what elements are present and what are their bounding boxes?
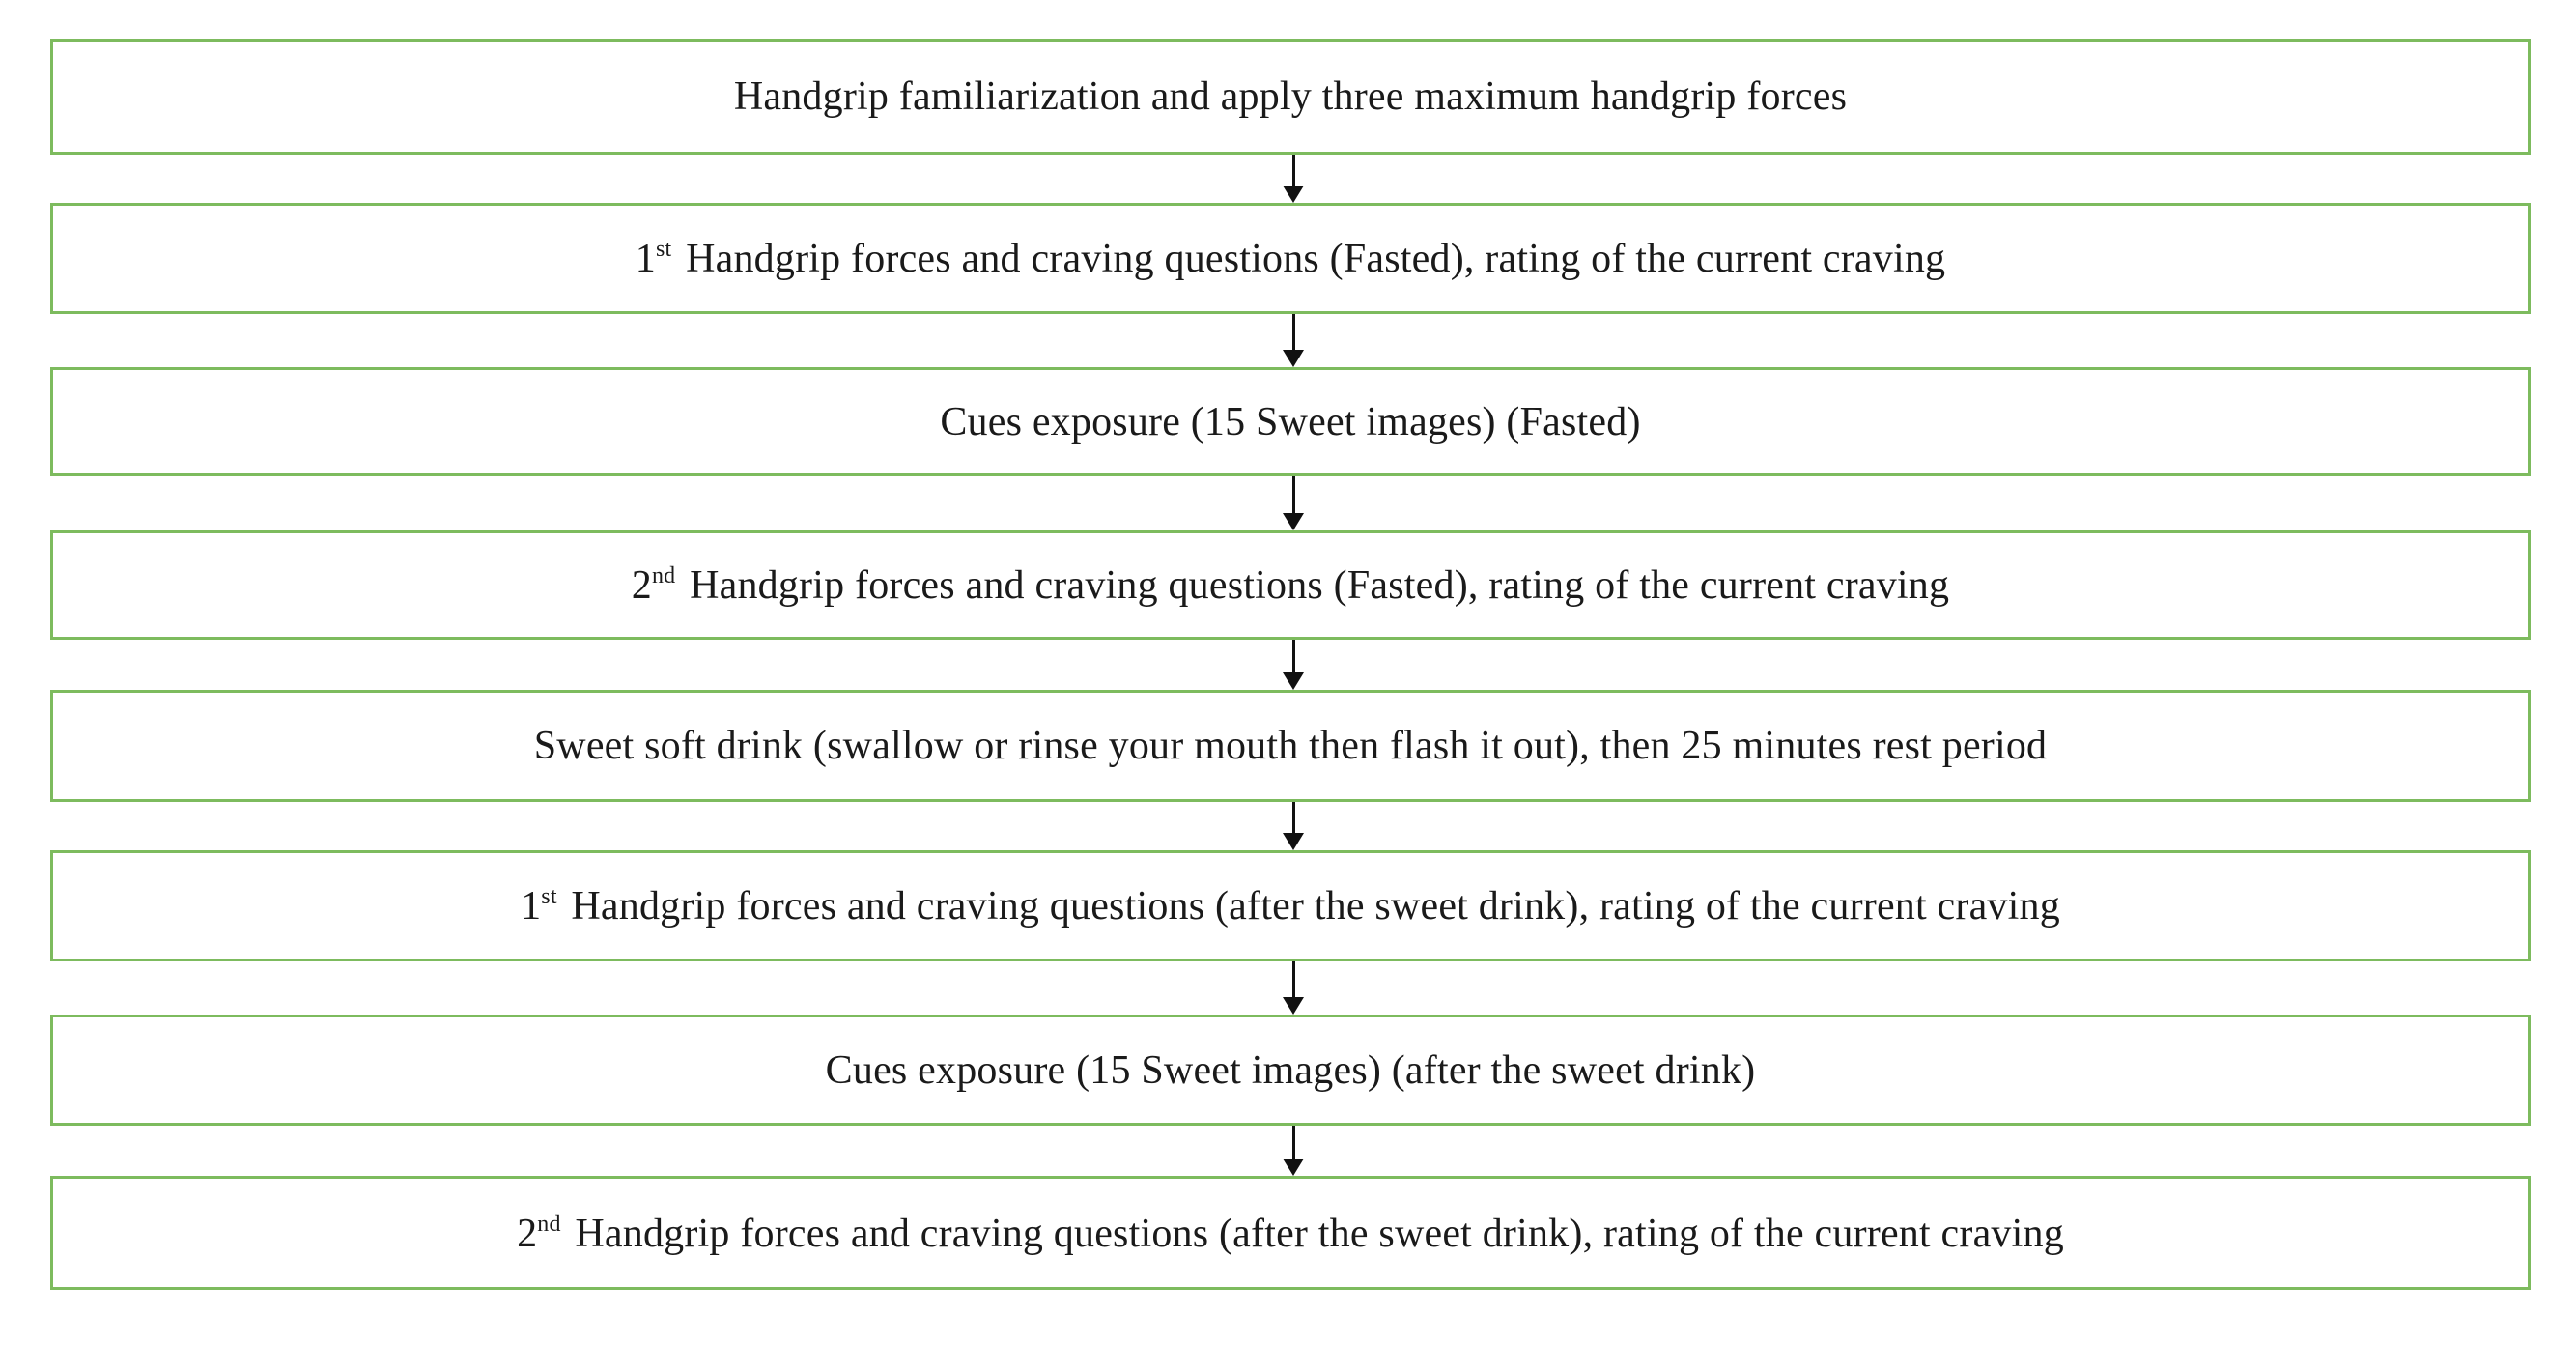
step-box-3 bbox=[50, 367, 2531, 476]
step-text-2: Handgrip forces and craving questions (Fasted), rating of the current craving bbox=[675, 237, 1946, 281]
arrow-down-icon bbox=[1282, 640, 1305, 690]
arrow-shaft bbox=[1292, 476, 1295, 515]
arrow-down-icon bbox=[1282, 802, 1305, 850]
step-label-6 bbox=[521, 885, 2060, 927]
step-label-8 bbox=[517, 1213, 2064, 1254]
step-text-6: Handgrip forces and craving questions (after the sweet drink), rating of the current craving bbox=[560, 884, 2060, 929]
arrow-down-icon bbox=[1282, 155, 1305, 203]
step-ordinal-6: 1 bbox=[521, 884, 542, 929]
arrow-shaft bbox=[1292, 961, 1295, 999]
step-text-1: Handgrip familiarization and apply three maximum handgrip forces bbox=[733, 74, 1848, 119]
step-box-5 bbox=[50, 690, 2531, 802]
arrow-shaft bbox=[1292, 640, 1295, 674]
step-label-7 bbox=[825, 1047, 1756, 1093]
step-ordinal-suffix-8: nd bbox=[537, 1211, 561, 1237]
arrow-shaft bbox=[1292, 1126, 1295, 1160]
arrow-down-icon bbox=[1282, 476, 1305, 530]
step-ordinal-suffix-2: st bbox=[655, 237, 672, 262]
step-box-2 bbox=[50, 203, 2531, 314]
step-text-7: Cues exposure (15 Sweet images) (after the sweet drink) bbox=[825, 1047, 1756, 1093]
step-text-4: Handgrip forces and craving questions (Fasted), rating of the current craving bbox=[679, 563, 1950, 608]
step-label-5 bbox=[534, 726, 2048, 766]
arrow-head bbox=[1283, 1159, 1304, 1176]
step-text-3: Cues exposure (15 Sweet images) (Fasted) bbox=[940, 399, 1641, 444]
step-box-1 bbox=[50, 39, 2531, 155]
arrow-down-icon bbox=[1282, 1126, 1305, 1176]
step-ordinal-2: 1 bbox=[635, 237, 656, 281]
arrow-shaft bbox=[1292, 802, 1295, 835]
arrow-head bbox=[1283, 186, 1304, 203]
step-ordinal-suffix-4: nd bbox=[651, 563, 676, 588]
step-text-8: Handgrip forces and craving questions (after the sweet drink), rating of the current craving bbox=[564, 1211, 2064, 1256]
arrow-shaft bbox=[1292, 155, 1295, 187]
step-box-7 bbox=[50, 1015, 2531, 1126]
arrow-head bbox=[1283, 997, 1304, 1015]
step-label-4 bbox=[632, 564, 1949, 606]
step-ordinal-suffix-6: st bbox=[541, 884, 557, 909]
arrow-head bbox=[1283, 350, 1304, 367]
step-box-8 bbox=[50, 1176, 2531, 1290]
step-label-1 bbox=[734, 76, 1847, 117]
arrow-shaft bbox=[1292, 314, 1295, 352]
arrow-head bbox=[1283, 513, 1304, 530]
step-ordinal-4: 2 bbox=[631, 563, 652, 608]
arrow-down-icon bbox=[1282, 314, 1305, 367]
step-label-2 bbox=[636, 238, 1945, 279]
arrow-head bbox=[1283, 833, 1304, 850]
step-ordinal-8: 2 bbox=[517, 1211, 538, 1256]
step-label-3 bbox=[940, 399, 1641, 444]
step-text-5: Sweet soft drink (swallow or rinse your mouth then flash it out), then 25 minutes rest period bbox=[533, 724, 2048, 768]
step-box-6 bbox=[50, 850, 2531, 961]
arrow-head bbox=[1283, 672, 1304, 690]
arrow-down-icon bbox=[1282, 961, 1305, 1015]
step-box-4 bbox=[50, 530, 2531, 640]
